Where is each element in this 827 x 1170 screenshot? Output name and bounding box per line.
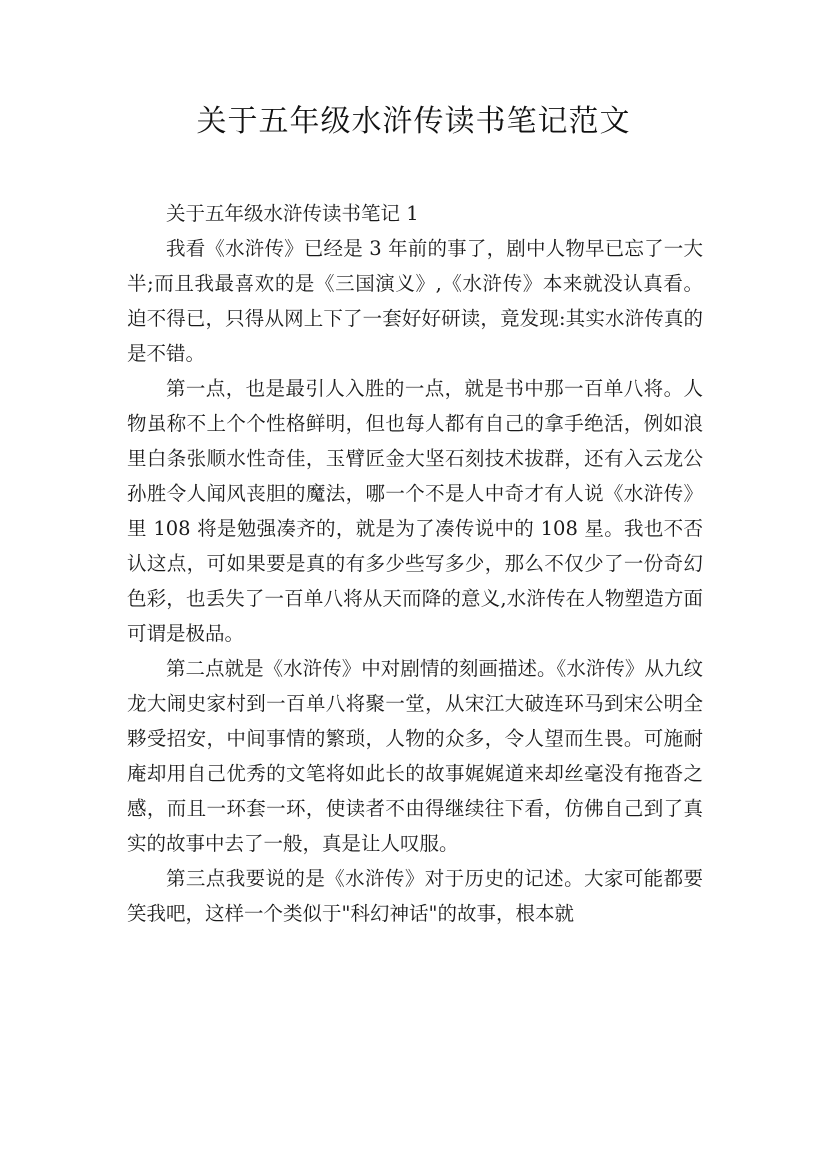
document-title: 关于五年级水浒传读书笔记范文 bbox=[196, 104, 631, 139]
paragraph-4: 第三点我要说的是《水浒传》对于历史的记述。大家可能都要笑我吧，这样一个类似于"科幻神话"的故事，根本就 bbox=[127, 867, 703, 925]
document-body bbox=[127, 196, 703, 931]
paragraph-1: 我看《水浒传》已经是 3 年前的事了，剧中人物早已忘了一大半;而且我最喜欢的是《三国演义》,《水浒传》本来就没认真看。迫不得已，只得从网上下了一套好好研读，竟发现:其实水浒传真的是不错。 bbox=[127, 237, 703, 365]
section-heading: 关于五年级水浒传读书笔记 1 bbox=[166, 202, 419, 225]
paragraph-2: 第一点，也是最引人入胜的一点，就是书中那一百单八将。人物虽称不上个个性格鲜明，但也每人都有自己的拿手绝活，例如浪里白条张顺水性奇佳，玉臂匠金大坚石刻技术拔群，还有入云龙公孙胜令人闻风丧胆的魔法，哪一个不是人中奇才有人说《水浒传》里 108 将是勉强凑齐的，就是为了凑传说中的 108 星。我也不否认这点，可如果要是真的有多少些写多少，那么不仅少了一份奇幻色彩，也丢失了一百单八将从天而降的意义,水浒传在人物塑造方面可谓是极品。 bbox=[127, 377, 703, 645]
paragraph-3: 第二点就是《水浒传》中对剧情的刻画描述。《水浒传》从九纹龙大闹史家村到一百单八将聚一堂，从宋江大破连环马到宋公明全夥受招安，中间事情的繁琐，人物的众多，令人望而生畏。可施耐庵却用自己优秀的文笔将如此长的故事娓娓道来却丝毫没有拖沓之感，而且一环套一环，使读者不由得继续往下看，仿佛自己到了真实的故事中去了一般，真是让人叹服。 bbox=[127, 657, 703, 855]
